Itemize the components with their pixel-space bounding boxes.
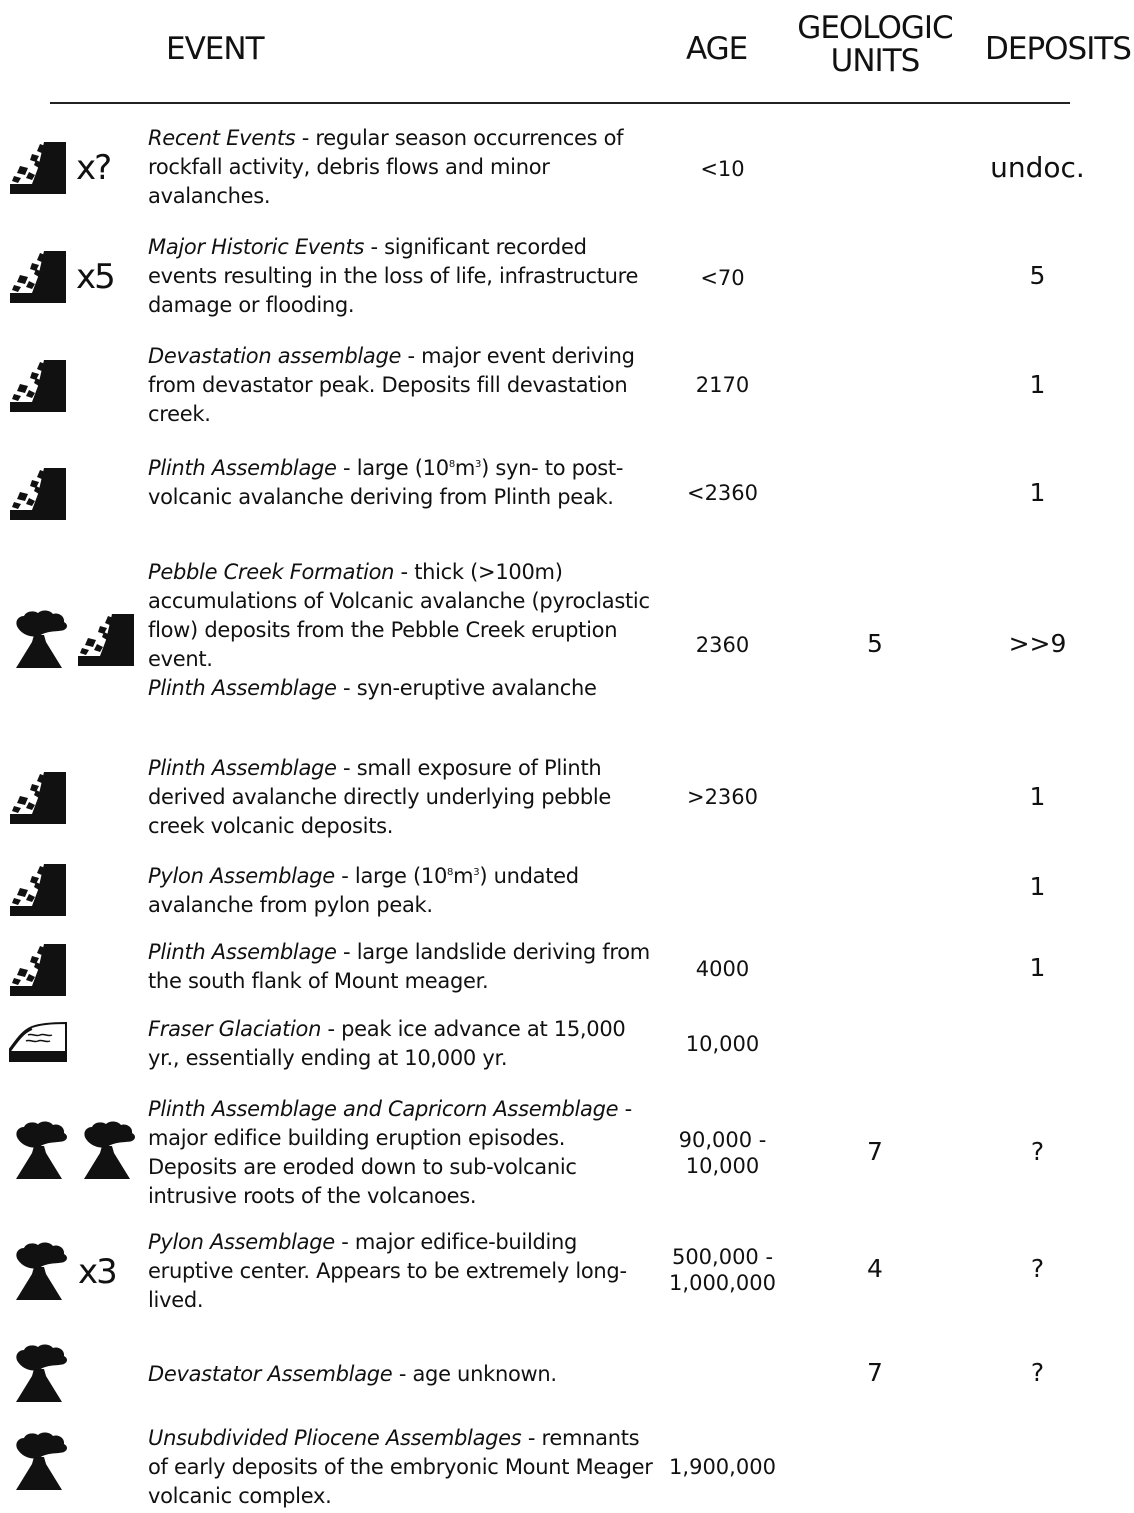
event-text: - regular season occurrences of rockfall activity, debris flows and minor avalanches. [148,126,624,208]
event-title-secondary: Plinth Assemblage [148,676,337,700]
multiplier: x5 [76,257,114,297]
deposits-value: >>9 [1008,629,1067,658]
event-text: - significant recorded events resulting in the loss of life, infrastructure damage or flooding. [148,235,639,317]
event-description [148,1360,653,1389]
header-event: EVENT [166,31,264,67]
event-description [148,1015,653,1073]
multiplier: x? [76,148,111,188]
event-title: Plinth Assemblage [148,456,337,480]
age-value: 500,000 - 1,000,000 [669,1245,776,1295]
multiplier: x3 [78,1252,116,1292]
table-row [0,858,1134,928]
event-title: Pylon Assemblage [148,1230,335,1254]
event-text-b: ) syn- to post-volcanic avalanche deriving from Plinth peak. [148,456,624,509]
event-text: - major edifice-building eruptive center. Appears to be extremely long-lived. [148,1230,627,1312]
table-row [0,754,1134,844]
event-title: Unsubdivided Pliocene Assemblages [148,1426,522,1450]
geologic-units-value: 4 [867,1254,883,1283]
superscript: 3 [473,867,480,878]
age-value: 4000 [695,957,750,981]
event-title: Fraser Glaciation [148,1017,322,1041]
table-row [0,1015,1134,1085]
event-text-secondary: - syn-eruptive avalanche [336,676,597,700]
table-row [0,342,1134,432]
event-text-a: - large (10 [336,456,449,480]
event-text: - major edifice building eruption episodes. Deposits are eroded down to sub-volcanic intrusive roots of the volcanoes. [148,1097,632,1208]
event-description [148,124,653,211]
event-description [148,233,653,320]
deposits-value: ? [1030,1358,1045,1387]
volcano-icon [8,1430,70,1494]
event-text: - remnants of early deposits of the embryonic Mount Meager volcanic complex. [148,1426,653,1508]
row-icons [8,1240,116,1304]
row-icons [8,1119,138,1183]
superscript: 8 [447,867,454,878]
rockfall-icon [8,356,68,416]
table-row [0,233,1134,323]
rockfall-icon [8,768,68,828]
header-divider [50,102,1070,104]
header-geologic-units-text: GEOLOGIC UNITS [797,10,953,79]
table-row [0,1342,1134,1412]
deposits-value: 1 [1029,872,1046,901]
row-icons [8,464,68,524]
row-icons [8,356,68,416]
row-icons [8,1430,70,1494]
row-icons [8,1342,70,1406]
event-title: Plinth Assemblage and Capricorn Assemblage [148,1097,619,1121]
event-description [148,450,653,512]
age-value: 90,000 - 10,000 [678,1128,767,1178]
event-title: Pebble Creek Formation [148,560,395,584]
event-description [148,754,653,841]
geologic-units-value: 5 [867,629,883,658]
age-value: >2360 [686,785,759,809]
row-icons [8,768,68,828]
event-text: - peak ice advance at 15,000 yr., essentially ending at 10,000 yr. [148,1017,626,1070]
event-text: - thick (>100m) accumulations of Volcanic avalanche (pyroclastic flow) deposits from the Pebble Creek eruption event. [148,560,650,671]
table-row [0,124,1134,214]
volcano-icon [8,1119,70,1183]
event-description [148,1095,653,1211]
event-text: - large landslide deriving from the south flank of Mount meager. [148,940,650,993]
event-text-m: m [454,456,476,480]
table-row [0,450,1134,555]
superscript: 3 [475,459,482,470]
row-icons [8,608,136,672]
table-row [0,938,1134,1008]
event-description [148,342,653,429]
event-title: Pylon Assemblage [148,864,335,888]
deposits-value: ? [1030,1254,1045,1283]
table-row [0,1424,1134,1513]
age-value: 2360 [695,633,750,657]
volcano-icon [8,1342,70,1406]
deposits-value: ? [1030,1137,1045,1166]
superscript: 8 [448,459,455,470]
age-value: 2170 [695,373,750,397]
deposits-value: 1 [1029,370,1046,399]
deposits-value: undoc. [990,151,1085,184]
event-title: Devastator Assemblage [148,1362,393,1386]
event-title: Major Historic Events [148,235,365,259]
row-icons [8,940,68,1000]
glacier-icon [8,1019,70,1065]
geologic-units-value: 7 [867,1137,883,1166]
event-title: Plinth Assemblage [148,940,337,964]
rockfall-icon [8,940,68,1000]
geologic-units-value: 7 [867,1358,883,1387]
volcano-icon [8,1240,70,1304]
row-icons [8,138,110,198]
deposits-value: 1 [1029,478,1046,507]
event-title: Devastation assemblage [148,344,402,368]
table-row [0,558,1134,708]
header-age: AGE [686,31,748,67]
event-description [148,858,653,920]
event-description [148,558,653,703]
rockfall-icon [8,138,68,198]
event-description [148,1228,653,1315]
deposits-value: 1 [1029,782,1046,811]
table-row [0,1228,1134,1323]
header-deposits: DEPOSITS [985,31,1131,67]
rockfall-icon [8,860,68,920]
row-icons [8,860,68,920]
rockfall-icon [76,610,136,670]
volcano-icon [76,1119,138,1183]
age-value: <70 [700,266,745,290]
row-icons [8,1019,70,1065]
deposits-value: 1 [1029,953,1046,982]
event-title: Recent Events [148,126,296,150]
row-icons [8,247,114,307]
event-text-a: - large (10 [334,864,448,888]
table-row [0,1095,1134,1215]
event-text: - small exposure of Plinth derived avalanche directly underlying pebble creek volcanic deposits. [148,756,612,838]
age-value: <10 [700,157,745,181]
event-description [148,938,653,996]
rockfall-icon [8,247,68,307]
event-title: Plinth Assemblage [148,756,337,780]
event-text: - age unknown. [392,1362,557,1386]
volcano-icon [8,608,70,672]
age-value: 10,000 [685,1032,760,1056]
header-geologic-units [780,12,970,77]
rockfall-icon [8,464,68,524]
event-text-m: m [453,864,474,888]
age-value: 1,900,000 [669,1455,776,1479]
event-description [148,1424,653,1511]
deposits-value: 5 [1029,261,1046,290]
event-text: - major event deriving from devastator peak. Deposits fill devastation creek. [148,344,635,426]
age-value: <2360 [686,481,759,505]
event-text-b: ) undated avalanche from pylon peak. [148,864,579,917]
